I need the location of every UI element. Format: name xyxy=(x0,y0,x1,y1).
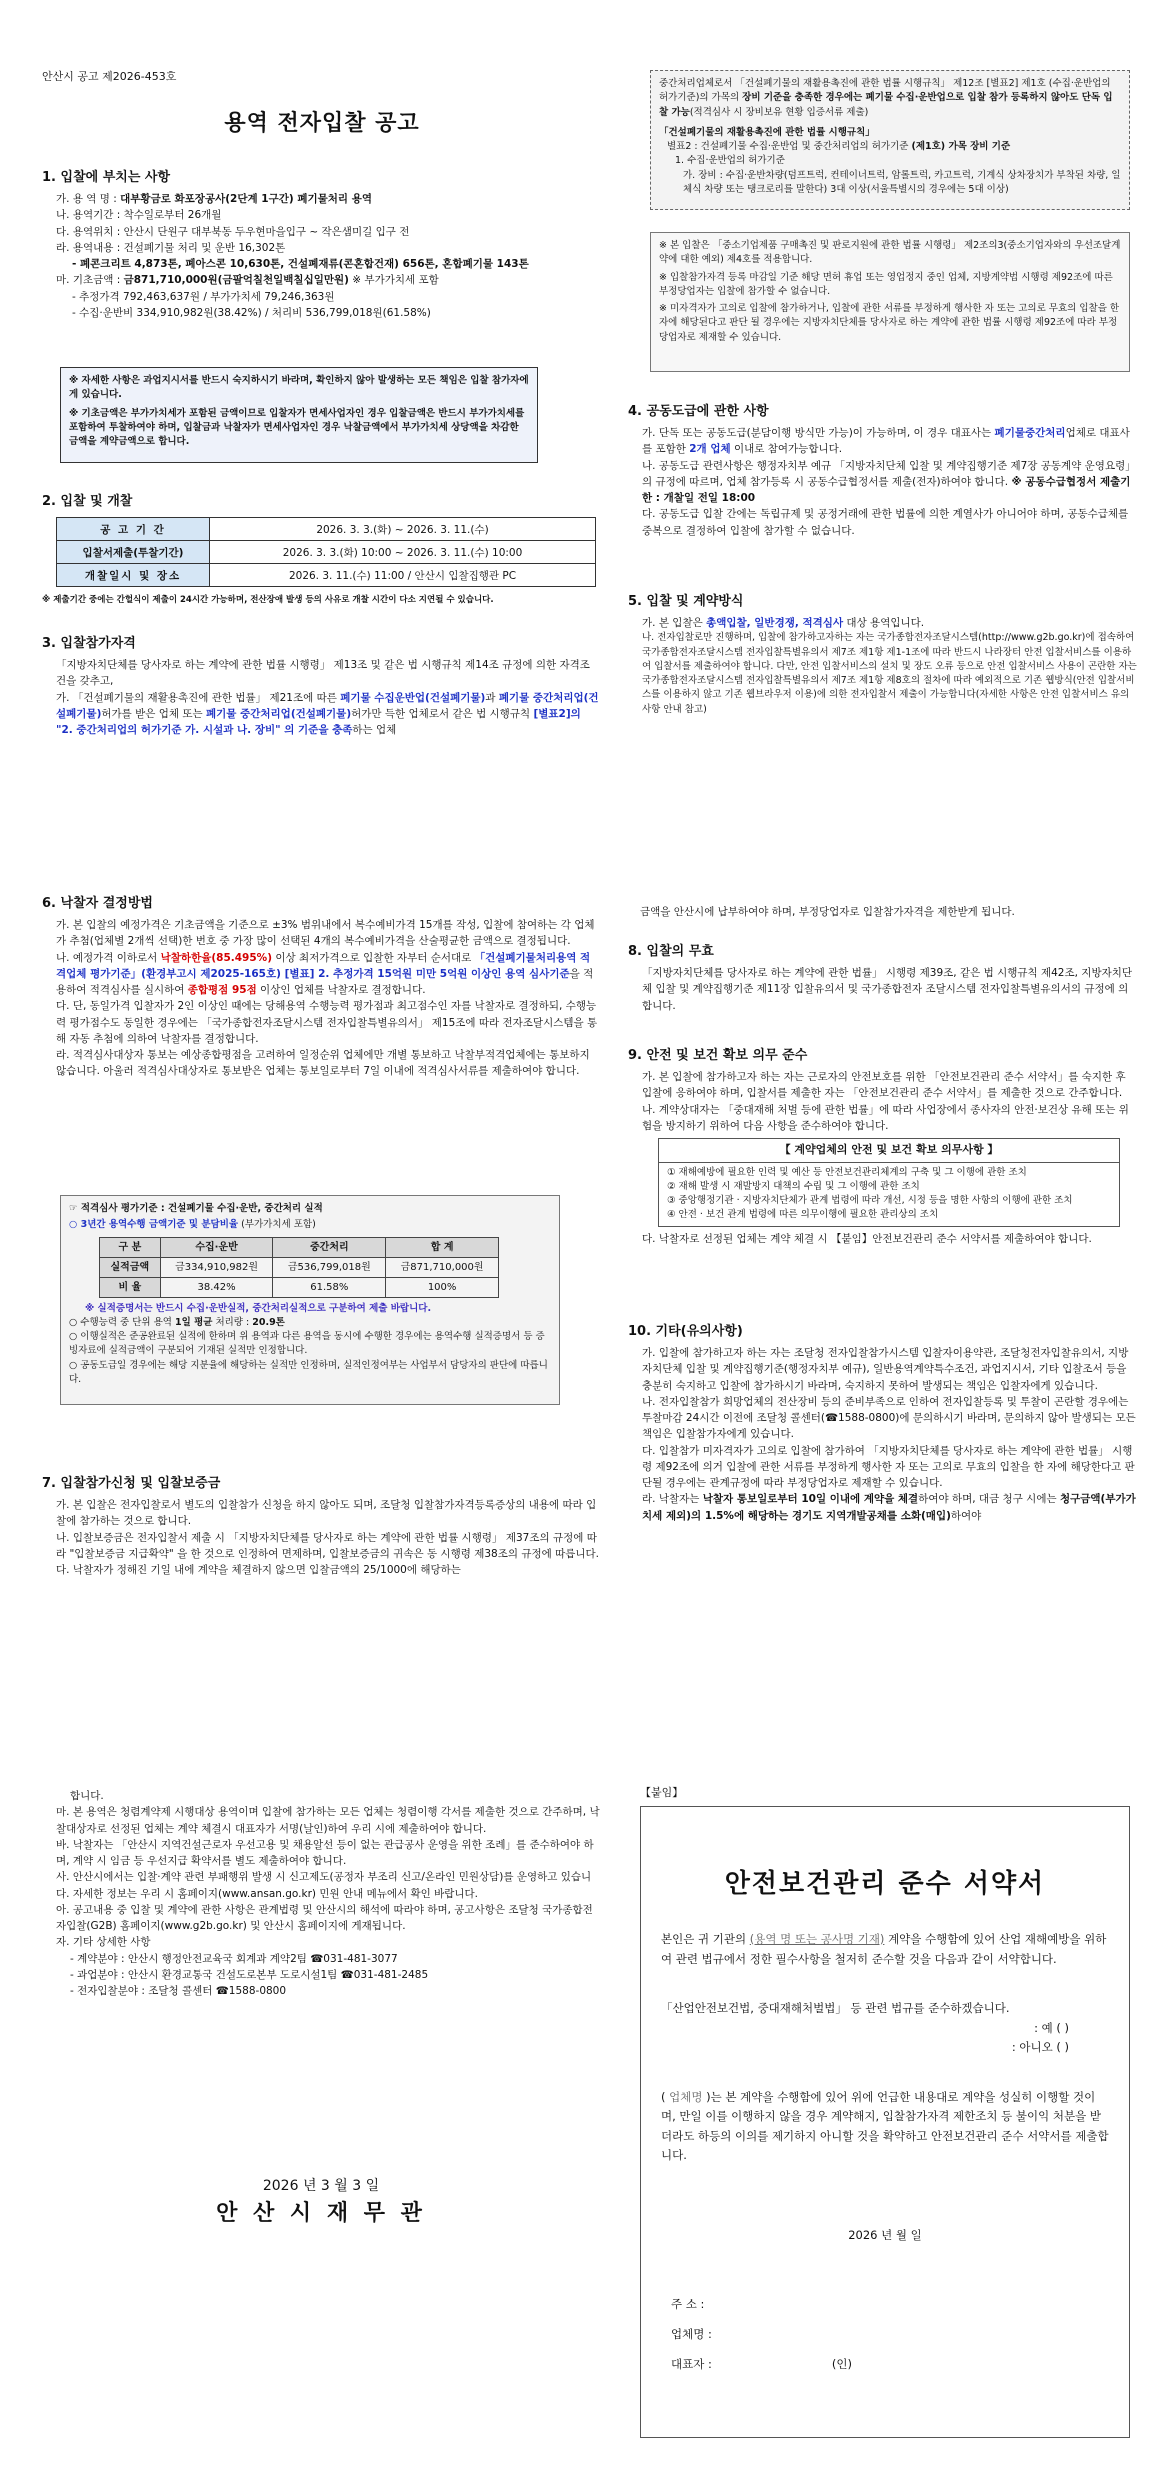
pledge-company-fill[interactable]: 업체명 xyxy=(669,2089,703,2104)
schedule-value: 2026. 3. 3.(화) ~ 2026. 3. 11.(수) xyxy=(210,518,596,541)
issue-date: 2026 년 3 월 3 일 xyxy=(262,2178,380,2194)
contract-text: 나. 전자입찰로만 진행하며, 입찰에 참가하고자하는 자는 국가종합전자조달시스템(http://www.g2b.go.kr)에 접속하여 국가종합전자조달시스템 전자입찰특별유의서 제7조 제1항 제1-1조에 따라 반드시 나라장터 안전 입찰서비스를 이용하여 입찰서를 제출하여야 합니다. 다만, 안전 입찰서비스의 설치 및 장도 오류 등으로 안전 입찰서비스 사용이 곤란한 자는 국가종합전자조달시스템 전자입찰특별유의서 제7조 제1항 제8호의 절차에 따라 예외적으로 기존 웹방식(안전 입찰서비스를 이용하지 않고 기존 웹브라우저 이용)에 의한 전자입찰서 제출이 가능합니다(자세한 사항은 안전 입찰서비스 유의사항 안내 참고) xyxy=(642,632,1137,715)
service-location: 다. 용역위치 : 안산시 단원구 대부북동 두우현마을입구 ~ 작은샘미길 입구 전 xyxy=(56,225,410,238)
section-7-heading: 7. 입찰참가신청 및 입찰보증금 xyxy=(42,1476,221,1491)
contact-task: - 과업분야 : 안산시 환경교통국 건설도로본부 도로시설1팀 ☎031-481-2485 xyxy=(70,1968,429,1981)
schedule-footnote: ※ 제출기간 중에는 간헐식이 제출이 24시간 가능하며, 전산장애 발생 등의 사유로 개찰 시간이 다소 지연될 수 있습니다. xyxy=(42,595,494,605)
criteria-note-bold: 1일 평균 xyxy=(174,1316,213,1328)
safety-text: 다. 낙찰자로 선정된 업체는 계약 체결 시 【붙임】안전보건관리 준수 서약서를 제출하여야 합니다. xyxy=(642,1232,1092,1245)
qualification-highlight: 폐기물 수집운반업(건설폐기물) xyxy=(340,691,486,704)
misc-text: 나. 전자입찰참가 희망업체의 전산장비 등의 준비부족으로 인하여 전자입찰등록 및 투찰이 곤란할 경우에는 투찰마감 24시간 이전에 조달청 콜센터(☎1588-0800)에 문의하시기 바라며, 문의하지 않아 발생되는 모든 책임은 입찰참가자에게 있습니다. xyxy=(642,1395,1136,1441)
criteria-table xyxy=(99,1237,499,1298)
misc-highlight: 청구금액(부가가치세 제외)의 1.5%에 해당하는 경기도 지역개발공채를 소화(매입) xyxy=(642,1493,1136,1522)
section-4 xyxy=(628,400,1138,539)
estimated-price: - 추정가격 792,463,637원 / 부가가치세 79,246,363원 xyxy=(72,290,335,303)
award-highlight: 낙찰하한율(85.495%) xyxy=(160,951,272,964)
section-2-heading: 2. 입찰 및 개찰 xyxy=(42,494,133,509)
attachment-label: 【붙임】 xyxy=(640,1786,684,1799)
qualification-text: 허가만 득한 업체로서 같은 법 시행규칙 xyxy=(351,707,534,720)
base-amount-label: 마. 기초금액 : xyxy=(56,274,124,287)
equipment-highlight: 장비 기준을 충족한 경우에는 폐기물 수집·운반업으로 입찰 참가 등록하지 않아도 단독 입찰 가능 xyxy=(659,92,1113,118)
pledge-text: )는 본 계약을 수행함에 있어 위에 언급한 내용대로 계약을 성실히 이행할 것이며, 만일 이를 이행하지 않을 경우 계약해지, 입찰참가자격 제한조치 등 불이익 처분을 받더라도 하등의 이의를 제기하지 아니할 것을 확약하고 안전보건관리 준수 서약서를 제출합니다. xyxy=(661,2089,1109,2163)
cost-split: - 수집·운반비 334,910,982원(38.42%) / 처리비 536,799,018원(61.58%) xyxy=(72,306,431,319)
misc-text: 라. 낙찰자는 xyxy=(642,1493,703,1506)
safety-duty-heading: 【 계약업체의 안전 및 보건 확보 의무사항 】 xyxy=(659,1139,1119,1163)
table-row xyxy=(57,541,596,564)
deposit-continued: 금액을 안산시에 납부하여야 하며, 부정당업자로 입찰참가자격을 제한받게 됩니다. xyxy=(640,906,1015,918)
pledge-company[interactable]: 업체명 : xyxy=(671,2327,712,2342)
issuer-name: 안 산 시 재 무 관 xyxy=(216,2201,426,2226)
safety-text: 나. 계약상대자는 「중대재해 처벌 등에 관한 법률」에 따라 사업장에서 종사자의 안전·보건상 유해 또는 위험을 방지하기 위하여 다음 사항을 준수하여야 합니다. xyxy=(642,1103,1129,1132)
safety-text: 가. 본 입찰에 참가하고자 하는 자는 근로자의 안전보호를 위한 「안전보건관리 준수 서약서」를 숙지한 후 입찰에 응하여야 하며, 입찰서를 제출한 자는 「안전보건관리 준수 서약서」를 제출한 것으로 간주합니다. xyxy=(642,1071,1126,1100)
criteria-note: ※ 실적증명서는 반드시 수집·운반실적, 중간처리실적으로 구분하여 제출 바랍니다. xyxy=(85,1302,432,1314)
criteria-heading: ☞ 적격심사 평가기준 : 건설폐기물 수집·운반, 중간처리 실적 xyxy=(69,1203,323,1214)
table-cell: 비 율 xyxy=(100,1277,161,1297)
contract-text: 가. 본 입찰은 xyxy=(642,617,707,629)
qualification-text: 과 xyxy=(485,691,499,704)
equipment-law-title: 「건설폐기물의 재활용촉진에 관한 법률 시행규칙」 xyxy=(659,126,875,138)
contract-text: 대상 용역입니다. xyxy=(843,617,925,629)
joint-highlight: 2개 업체 xyxy=(689,443,731,456)
pledge-yes[interactable]: : 예 ( ) xyxy=(1034,2020,1069,2035)
criteria-subheading: ○ 3년간 용역수행 금액기준 및 분담비율 xyxy=(69,1219,239,1231)
contract-highlight: 총액입찰, 일반경쟁, 적격심사 xyxy=(706,617,844,629)
equipment-standard-box xyxy=(650,70,1130,210)
section-2 xyxy=(42,490,600,605)
pledge-ceo[interactable]: 대표자 : xyxy=(671,2356,712,2371)
table-row xyxy=(100,1257,499,1277)
pledge-fill-in[interactable]: (용역 명 또는 공사명 기재) xyxy=(749,1932,885,1946)
section-5-heading: 5. 입찰 및 계약방식 xyxy=(628,594,744,609)
misc-text: 다. 입찰참가 미자격자가 고의로 입찰에 참가하여 「지방자치단체를 당사자로 하는 계약에 관한 법률」 시행령 제92조에 의거 입찰에 관한 서류를 부정하게 행사한 자 또는 고의로 무효의 입찰을 한 자에 해당한다고 판단될 경우에는 관계규정에 따라 부정당업자로 제재할 수 있습니다. xyxy=(642,1444,1135,1490)
misc-highlight: 낙찰자 통보일로부터 10일 이내에 계약을 체결 xyxy=(702,1493,919,1506)
misc-text: 사. 안산시에서는 입찰·계약 관련 부패행위 발생 시 신고제도(공정자 부조리 신고/온라인 민원상담)를 운영하고 있습니다. 자세한 정보는 우리 시 홈페이지(www.ansan.go.kr) 민원 안내 메뉴에서 확인 바랍니다. xyxy=(56,1871,592,1900)
pledge-date[interactable]: 2026 년 월 일 xyxy=(848,2227,922,2242)
section-5 xyxy=(628,590,1138,717)
award-text: 을 적용하여 적격심사를 실시하여 xyxy=(56,967,594,997)
pledge-address[interactable]: 주 소 : xyxy=(671,2297,705,2312)
table-cell: 61.58% xyxy=(273,1277,386,1297)
notice-box-line-2: ※ 기초금액은 부가가치세가 포함된 금액이므로 입찰자가 면세사업자인 경우 입찰금액은 반드시 부가가치세를 포함하여 투찰하여야 하며, 입찰금과 낙찰자가 면세사업자인 경우 낙찰금액에서 부가가치세 상당액을 차감한 금액을 계약금액으로 합니다. xyxy=(69,407,525,447)
sme-note-1: ※ 본 입찰은 「중소기업제품 구매촉진 및 판로지원에 관한 법률 시행령」 제2조의3(중소기업자와의 우선조달계약에 대한 예외) 제4호를 적용합니다. xyxy=(659,240,1121,266)
equipment-text: 중간처리업체로서 「건설폐기물의 재활용촉진에 관한 법률 시행규칙」 제12조 [별표2] 제1호 (수집·운반업의 허가기준)의 가목의 xyxy=(659,78,1111,104)
misc-text: 자. 기타 상세한 사항 xyxy=(56,1936,151,1949)
table-header: 수집·운반 xyxy=(160,1237,273,1257)
criteria-note: 처리량 : xyxy=(212,1316,253,1328)
pledge-no[interactable]: : 아니오 ( ) xyxy=(1011,2040,1069,2055)
service-name: 대부황금로 화포장공사(2단계 1구간) 폐기물처리 용역 xyxy=(120,193,372,205)
service-content: 라. 용역내용 : 건설폐기물 처리 및 운반 16,302톤 xyxy=(56,241,286,254)
section-1-heading: 1. 입찰에 부치는 사항 xyxy=(42,170,171,185)
qualification-intro: 「지방자치단체를 당사자로 하는 계약에 관한 법률 시행령」 제13조 및 같은 법 시행규칙 제14조 규정에 의한 자격조건을 갖추고, xyxy=(56,659,590,688)
joint-text: 나. 공동도급 관련사항은 행정자치부 예규 「지방자치단체 입찰 및 계약집행기준 제7장 공동계약 운영요령」의 규정에 따르며, 업체 참가등록 시 공동수급협정서를 제출(전자)하여야 합니다. xyxy=(642,459,1136,488)
section-6-heading: 6. 낙찰자 결정방법 xyxy=(42,896,153,911)
equipment-text: (적격심사 시 장비보유 현황 입증서류 제출) xyxy=(689,106,869,118)
section-3 xyxy=(42,632,600,738)
joint-highlight: 폐기물중간처리 xyxy=(994,427,1066,439)
notice-box-line-1: ※ 자세한 사항은 과업지시서를 반드시 숙지하시기 바라며, 확인하지 않아 발생하는 모든 책임은 입찰 참가자에게 있습니다. xyxy=(69,375,529,401)
pledge-law: 「산업안전보건법, 중대재해처벌법」 등 관련 법규를 준수하겠습니다. xyxy=(661,2001,1010,2016)
criteria-box xyxy=(60,1195,560,1405)
base-amount: 금871,710,000원(금팔억칠천일백칠십일만원) xyxy=(123,274,349,287)
vat-note: ※ 부가가치세 포함 xyxy=(348,274,439,287)
table-row xyxy=(100,1237,499,1257)
qualification-text: 가. 「건설폐기물의 재활용촉진에 관한 법률」 제21조에 따른 xyxy=(56,691,341,704)
table-row xyxy=(57,518,596,541)
pledge-text: ( xyxy=(661,2089,670,2104)
qualification-text: 하는 업체 xyxy=(352,724,397,737)
safety-duty-box xyxy=(658,1138,1120,1227)
page-title: 용역 전자입찰 공고 xyxy=(224,111,420,136)
award-highlight: 「건설폐기물처리용역 적격업체 평가기준」(환경부고시 제2025-165호) [별표] 2. 추정가격 15억원 미만 5억원 이상인 용역 심사기준 xyxy=(56,951,591,980)
safety-duty-item: ① 재해예방에 필요한 인력 및 예산 등 안전보건관리체계의 구축 및 그 이행에 관한 조치 xyxy=(667,1166,1027,1178)
equipment-law-highlight: (제1호) 가목 장비 기준 xyxy=(911,141,1011,152)
table-cell: 실적금액 xyxy=(100,1257,161,1277)
sme-note-3: ※ 미자격자가 고의로 입찰에 참가하거나, 입찰에 관한 서류를 부정하게 행사한 자 또는 고의로 무효의 입찰을 한 자에 해당된다고 판단 될 경우에는 지방자치단체를 당사자로 하는 계약에 관한 법률 시행령 제92조에 따라 부정당업자로 제재할 수 있습니다. xyxy=(659,303,1120,343)
criteria-note: ○ 이행실적은 준공완료된 실적에 한하며 위 용역과 다른 용역을 동시에 수행한 경우에는 용역수행 실적증명서 등 증빙자료에 실적금액이 구분되어 기재된 실적만 인정합니다. xyxy=(69,1331,545,1357)
section-7 xyxy=(42,1472,600,1578)
notice-box xyxy=(60,367,538,463)
qualification-highlight: [별표2]의 "2. 중간처리업의 허가기준 가. 시설과 나. 장비" 의 기준을 충족 xyxy=(56,707,581,737)
criteria-subnote: (부가가치세 포함) xyxy=(238,1219,316,1231)
contact-contract: - 계약분야 : 안산시 행정안전교육국 회계과 계약2팀 ☎031-481-3077 xyxy=(70,1952,398,1965)
qualification-highlight: 폐기물 중간처리업(건설폐기물) xyxy=(206,707,352,720)
table-header: 중간처리 xyxy=(273,1237,386,1257)
notice-number: 안산시 공고 제2026-453호 xyxy=(42,70,177,83)
section-1 xyxy=(42,166,600,321)
schedule-value: 2026. 3. 3.(화) 10:00 ~ 2026. 3. 11.(수) 10:00 xyxy=(210,541,596,564)
joint-text: 이내로 참여가능합니다. xyxy=(730,443,843,456)
qualification-text: 허가를 받은 업체 또는 xyxy=(101,707,207,720)
pledge-seal: (인) xyxy=(831,2356,852,2371)
deposit-text: 다. 낙찰자가 정해진 기일 내에 계약을 체결하지 않으면 입찰금액의 25/1000에 해당하는 xyxy=(56,1564,461,1577)
pledge-form xyxy=(640,1806,1130,2438)
joint-deadline: ※ 공동수급협정서 제출기한 : 개찰일 전일 18:00 xyxy=(642,475,1131,505)
table-cell: 100% xyxy=(386,1277,499,1297)
misc-text: 바. 낙찰자는 「안산시 지역건설근로자 우선고용 및 채용알선 등이 없는 관급공사 운영을 위한 조례」를 준수하여야 하며, 계약 시 임금 등 우선지급 확약서를 별도 제출하여야 합니다. xyxy=(56,1838,594,1868)
waste-breakdown: - 폐콘크리트 4,873톤, 폐아스콘 10,630톤, 건설폐재류(콘혼합건재) 656톤, 혼합폐기물 143톤 xyxy=(72,258,529,271)
sme-note-2: ※ 입찰참가자격 등록 마감일 기준 해당 면허 휴업 또는 영업정지 중인 업체, 지방계약법 시행령 제92조에 따른 부정당업자는 입찰에 참가할 수 없습니다. xyxy=(659,271,1113,297)
section-10-heading: 10. 기타(유의사항) xyxy=(628,1324,743,1339)
table-row xyxy=(100,1277,499,1297)
misc-text: 아. 공고내용 중 입찰 및 계약에 관한 사항은 관계법령 및 안산시의 해석에 따라야 하며, 공고사항은 조달청 국가종합전자입찰(G2B) 홈페이지(www.g2b.go.kr) 및 안산시 홈페이지에 게재됩니다. xyxy=(56,1903,593,1933)
service-period: 나. 용역기간 : 착수일로부터 26개월 xyxy=(56,209,222,222)
misc-text: 합니다. xyxy=(70,1790,104,1802)
section-3-heading: 3. 입찰참가자격 xyxy=(42,636,136,651)
award-text: 가. 본 입찰의 예정가격은 기초금액을 기준으로 ±3% 범위내에서 복수예비가격 15개를 작성, 입찰에 참여하는 각 업체가 추첨(업체별 2개씩 선택)한 번호 중 가장 많이 선택된 4개의 복수예비가격을 산술평균한 금액으로 결정됩니다. xyxy=(56,919,595,948)
table-cell: 금334,910,982원 xyxy=(160,1257,273,1277)
award-text: 다. 단, 동일가격 입찰자가 2인 이상인 때에는 당해용역 수행능력 평가점과 최고점수인 자를 낙찰자로 결정하되, 수행능력 평가점수도 동일한 경우에는 「국가종합전자조달시스템 전자입찰특별유의서」 제15조에 따라 전자조달시스템을 통해 자동 추첨에 의하여 낙찰자를 결정합니다. xyxy=(56,1000,598,1045)
section-6 xyxy=(42,892,600,1080)
criteria-note: ○ 공동도급일 경우에는 해당 지분율에 해당하는 실적만 인정하며, 실적인정여부는 사업부서 담당자의 판단에 따릅니다. xyxy=(69,1359,548,1385)
service-name-label: 가. 용 역 명 : xyxy=(56,193,121,205)
safety-duty-item: ④ 안전 · 보건 관계 법령에 따른 의무이행에 필요한 관리상의 조치 xyxy=(667,1209,939,1221)
schedule-key: 개찰일시 및 장소 xyxy=(57,564,210,587)
schedule-key: 입찰서제출(투찰기간) xyxy=(57,541,210,564)
pledge-text: 계약을 수행함에 있어 산업 재해예방을 위하여 관련 법규에서 정한 필수사항을 철저히 준수할 것을 다음과 같이 서약합니다. xyxy=(661,1932,1107,1966)
table-header: 합 계 xyxy=(386,1237,499,1257)
equipment-law-item: 1. 수집·운반업의 허가기준 xyxy=(675,155,785,167)
misc-text: 하여야 하며, 대금 청구 시에는 xyxy=(918,1493,1060,1506)
equipment-law-text: 별표2 : 건설폐기물 수집·운반업 및 중간처리업의 허가기준 xyxy=(667,141,912,152)
schedule-key: 공 고 기 간 xyxy=(57,518,210,541)
joint-text: 다. 공동도급 입찰 간에는 독립규제 및 공정거래에 관한 법률에 의한 계열사가 아니어야 하며, 공동수급체를 중복으로 결정하여 입찰에 참가할 수 없습니다. xyxy=(642,508,1129,537)
deposit-text: 가. 본 입찰은 전자입찰로서 별도의 입찰참가 신청을 하지 않아도 되며, 조달청 입찰참가자격등록증상의 내용에 따라 입찰에 참가하는 것으로 합니다. xyxy=(56,1499,597,1528)
safety-duty-item: ③ 중앙행정기관 · 지방자치단체가 관계 법령에 따라 개선, 시정 등을 명한 사항의 이행에 관한 조치 xyxy=(667,1195,1073,1207)
schedule-value: 2026. 3. 11.(수) 11:00 / 안산시 입찰집행관 PC xyxy=(210,564,596,587)
section-10-continued xyxy=(56,1788,600,1999)
award-text: 나. 예정가격 이하로서 xyxy=(56,951,161,964)
section-9-heading: 9. 안전 및 보건 확보 의무 준수 xyxy=(628,1048,808,1063)
joint-text: 가. 단독 또는 공동도급(분담이행 방식만 가능)이 가능하며, 이 경우 대표사는 xyxy=(642,427,995,439)
table-header: 구 분 xyxy=(100,1237,161,1257)
criteria-note: ○ 수행능력 중 단위 용역 xyxy=(69,1316,175,1328)
table-row xyxy=(57,564,596,587)
sme-notes-box xyxy=(650,232,1130,372)
contact-ebid: - 전자입찰분야 : 조달청 콜센터 ☎1588-0800 xyxy=(70,1985,287,1998)
section-10 xyxy=(628,1320,1138,1524)
misc-text: 가. 입찰에 참가하고자 하는 자는 조달청 전자입찰참가시스템 입찰자이용약관, 조달청전자입찰유의서, 지방자치단체 입찰 및 계약집행기준(행정자치부 예규), 일반용역계약특수조건, 과업지시서, 기타 입찰조서 등을 충분히 숙지하고 입찰에 참가하시기 바라며, 숙지하지 못하여 발생되는 책임은 입찰자에게 있습니다. xyxy=(642,1347,1129,1392)
award-highlight: 종합평점 95점 xyxy=(187,984,257,997)
section-9 xyxy=(628,1044,1138,1247)
award-text: 이상인 업체를 낙찰자로 결정합니다. xyxy=(256,984,426,997)
table-cell: 금536,799,018원 xyxy=(273,1257,386,1277)
section-4-heading: 4. 공동도급에 관한 사항 xyxy=(628,404,769,419)
section-8-heading: 8. 입찰의 무효 xyxy=(628,944,714,959)
misc-text: 하여야 xyxy=(950,1509,982,1522)
qualification-highlight: 폐기물 중간처리업(건설폐기물) xyxy=(56,691,599,720)
pledge-text: 본인은 귀 기관의 xyxy=(661,1932,750,1946)
table-cell: 금871,710,000원 xyxy=(386,1257,499,1277)
section-8 xyxy=(628,940,1138,1014)
pledge-title: 안전보건관리 준수 서약서 xyxy=(724,1869,1046,1899)
table-cell: 38.42% xyxy=(160,1277,273,1297)
equipment-law-detail: 가. 장비 : 수집·운반차량(덤프트럭, 컨테이너트럭, 암롤트럭, 카고트럭, 기계식 상차장치가 부착된 차량, 일체식 차량 또는 탱크로리를 말한다) 3대 이상(서울특별시의 경우에는 5대 이상) xyxy=(683,169,1121,195)
schedule-table xyxy=(56,517,596,587)
misc-text: 마. 본 용역은 청렴계약제 시행대상 용역이며 입찰에 참가하는 모든 업체는 청렴이행 각서를 제출한 것으로 간주하며, 낙찰대상자로 선정된 업체는 계약 체결시 대표자가 서명(날인)하여 우리 시에 제출하여야 합니다. xyxy=(56,1806,600,1835)
invalid-bid-text: 「지방자치단체를 당사자로 하는 계약에 관한 법률」 시행령 제39조, 같은 법 시행규칙 제42조, 지방자치단체 입찰 및 계약집행기준 제11장 입찰유의서 및 국가종합전자 조달시스템 전자입찰특별유의서의 규정에 의합니다. xyxy=(642,967,1133,1012)
criteria-note-bold: 20.9톤 xyxy=(252,1316,285,1328)
award-text: 라. 적격심사대상자 통보는 예상종합평점을 고려하여 일정순위 업체에만 개별 통보하고 낙찰부적격업체에는 통보하지 않습니다. 아울러 적격심사대상자로 통보받은 업체는 통보일로부터 7일 이내에 적격심사서류를 제출하여야 합니다. xyxy=(56,1049,590,1078)
safety-duty-item: ② 재해 발생 시 재발방지 대책의 수립 및 그 이행에 관한 조치 xyxy=(667,1180,920,1192)
award-text: 이상 최저가격으로 입찰한 자부터 순서대로 xyxy=(272,951,475,964)
deposit-text: 나. 입찰보증금은 전자입찰서 제출 시 「지방자치단체를 당사자로 하는 계약에 관한 법률 시행령」 제37조의 규정에 따라 "입찰보증금 지급확약" 을 한 것으로 인정하여 면제하며, 입찰보증금의 귀속은 동 시행령 제38조의 규정에 따릅니다. xyxy=(56,1531,599,1560)
joint-text: 업체로 대표사를 포함한 xyxy=(642,427,1130,456)
